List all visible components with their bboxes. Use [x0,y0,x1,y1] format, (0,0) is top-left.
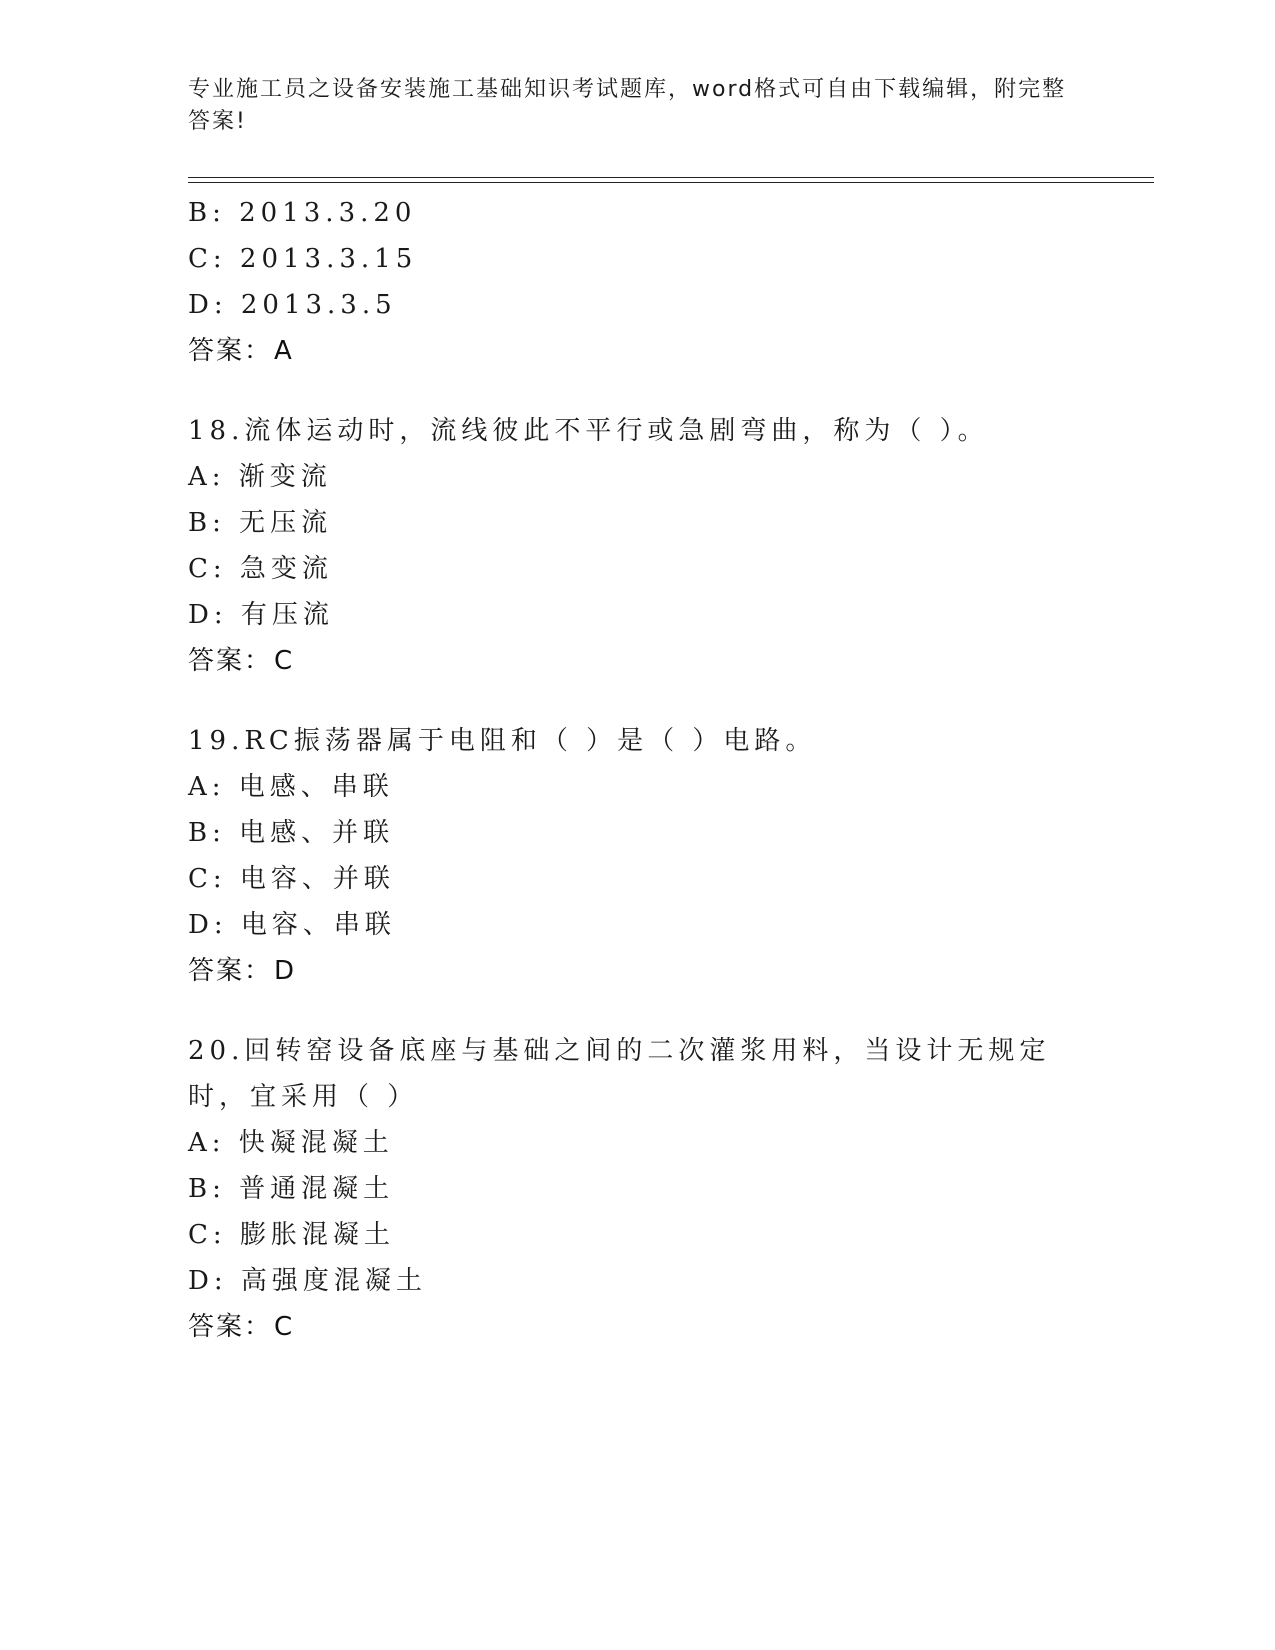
option-d: D: 电容、串联 [188,910,396,940]
option-a: A: 电感、串联 [188,772,394,802]
option-b: B: 普通混凝土 [188,1174,395,1204]
question-18 [188,408,1088,684]
question-19 [188,718,1088,994]
answer-label: 答案： [188,956,273,986]
answer-value: D [274,956,297,986]
answer-line [188,1304,1088,1350]
header-rule-bottom [188,182,1154,183]
option-b: B: 无压流 [188,508,333,538]
answer-line [188,328,1088,374]
answer-line [188,948,1088,994]
answer-value: A [274,336,294,366]
option-a: A: 快凝混凝土 [188,1128,394,1158]
option-d: D: 2013.3.5 [188,290,397,320]
answer-value: C [274,646,295,676]
option-b: B: 电感、并联 [188,818,395,848]
header-rule-top [188,177,1154,178]
option-c: C: 急变流 [188,554,333,584]
question-stem: 20.回转窑设备底座与基础之间的二次灌浆用料，当设计无规定时，宜采用（ ） [188,1036,1051,1112]
question-stem: 18.流体运动时，流线彼此不平行或急剧弯曲，称为（ ）。 [188,416,989,446]
option-c: C: 2013.3.15 [188,244,418,274]
question-list [188,190,1088,1350]
document-header: 专业施工员之设备安装施工基础知识考试题库，word格式可自由下载编辑，附完整答案! [188,77,1067,134]
question-20 [188,1028,1088,1350]
option-d: D: 有压流 [188,600,334,630]
answer-label: 答案： [188,1312,273,1342]
option-a: A: 渐变流 [188,462,332,492]
option-c: C: 膨胀混凝土 [188,1220,395,1250]
prev-question-tail [188,190,1088,374]
option-b: B: 2013.3.20 [188,198,417,228]
option-c: C: 电容、并联 [188,864,395,894]
answer-line [188,638,1088,684]
answer-value: C [274,1312,295,1342]
answer-label: 答案： [188,336,273,366]
question-stem: 19.RC振荡器属于电阻和（ ）是（ ）电路。 [188,726,817,756]
answer-label: 答案： [188,646,273,676]
option-d: D: 高强度混凝土 [188,1266,427,1296]
